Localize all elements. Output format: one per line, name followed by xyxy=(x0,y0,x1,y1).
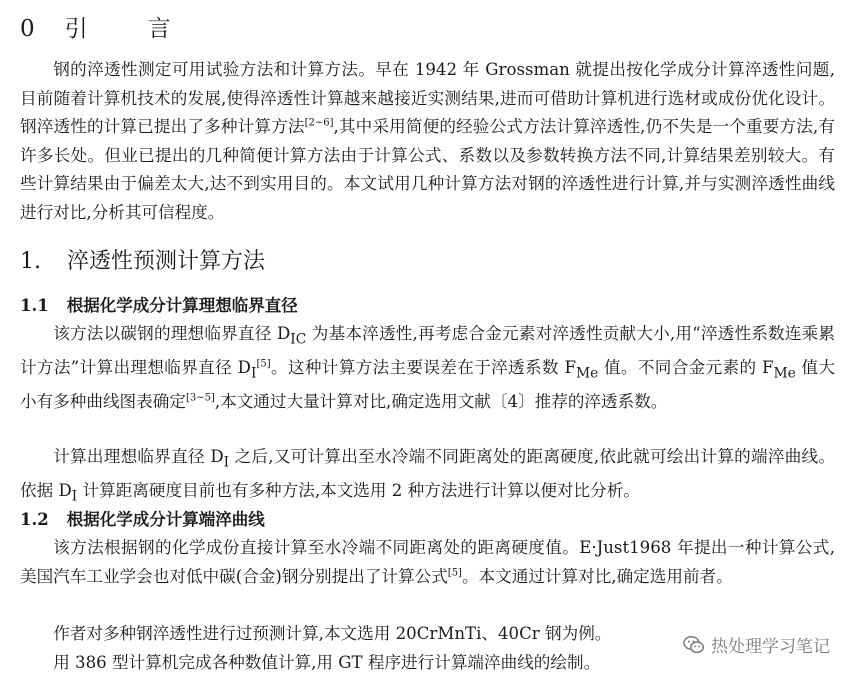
section-1-1-title: 根据化学成分计算理想临界直径 xyxy=(66,296,298,315)
text-run: 计算出理想临界直径 D xyxy=(53,447,224,466)
section-1-title: 淬透性预测计算方法 xyxy=(67,249,266,274)
section-1-1-heading xyxy=(20,292,298,316)
intro-text-2: ,其中采用简便的经验公式方法计算淬透性,仍不失是一个重要方法,有许多长处。但业已提出的几种简便计算方法由于计算公式、系数以及参数转换方法不同,计算结果差别较大。有些计算结果由于偏差太大,达不到实用目的。本文试用几种计算方法对钢的淬透性进行计算,并与实测淬透性曲线进行对比,分析其可信程度。 xyxy=(20,117,836,222)
section-1-2-heading xyxy=(20,506,265,530)
citation: [5] xyxy=(256,358,271,370)
section-1-1-paragraph-1 xyxy=(20,320,835,416)
text-run: 该方法根据钢的化学成份直接计算至水冷端不同距离处的距离硬度值。E·Just1968 年提出一种计算公式,美国汽车工业学会也对低中碳(合金)钢分别提出了计算公式 xyxy=(20,538,835,586)
section-1-2-paragraph-2: 作者对多种钢淬透性进行过预测计算,本文选用 20CrMnTi、40Cr 钢为例。 xyxy=(53,624,612,643)
section-1-heading xyxy=(20,244,265,275)
text-run: 该方法以碳钢的理想临界直径 D xyxy=(53,324,291,343)
section-1-2-paragraph-3: 用 386 型计算机完成各种数值计算,用 GT 程序进行计算端淬曲线的绘制。 xyxy=(53,653,601,672)
subscript: Me xyxy=(576,365,599,382)
section-1-2-title: 根据化学成分计算端淬曲线 xyxy=(66,510,265,529)
watermark xyxy=(683,632,830,657)
section-0-heading xyxy=(20,10,171,43)
section-0-number: 0 xyxy=(20,16,35,42)
section-1-2-paragraph-1 xyxy=(20,534,835,591)
section-1-2-number: 1.2 xyxy=(20,510,49,529)
watermark-text: 热处理学习笔记 xyxy=(711,637,830,657)
intro-paragraph xyxy=(20,56,835,227)
citation: [3~5] xyxy=(185,392,215,404)
subscript: Me xyxy=(773,365,796,382)
text-run: ,本文通过大量计算对比,确定选用文献〔4〕推荐的淬透系数。 xyxy=(214,391,668,411)
intro-citation: [2~6] xyxy=(304,117,334,129)
section-1-1-paragraph-2 xyxy=(20,443,835,511)
subscript: I xyxy=(71,488,78,505)
subscript: I xyxy=(250,365,257,382)
text-run: 值大小有多种曲线图表确定 xyxy=(20,357,836,411)
text-run: 值。不同合金元素的 F xyxy=(598,357,774,377)
section-1-1-number: 1.1 xyxy=(20,296,49,315)
subscript: IC xyxy=(290,331,307,348)
text-run: 为基本淬透性,再考虑合金元素对淬透性贡献大小,用“淬透性系数连乘累计方法”计算出理想临界直径 D xyxy=(20,324,836,377)
text-run: 计算距离硬度目前也有多种方法,本文选用 2 种方法进行计算以便对比分析。 xyxy=(77,480,640,500)
section-0-title-char-2: 言 xyxy=(147,16,171,42)
text-run: 。这种计算方法主要误差在于淬透系数 F xyxy=(270,357,576,377)
citation: [5] xyxy=(447,566,462,578)
intro-text-1: 钢的淬透性测定可用试验方法和计算方法。早在 1942 年 Grossman 就提出按化学成分计算淬透性问题,目前随着计算机技术的发展,使得淬透性计算越来越接近实测结果,进而可借助计算机进行选材或成份优化设计。钢淬透性的计算已提出了多种计算方法 xyxy=(20,60,835,136)
subscript: I xyxy=(223,454,230,471)
text-run: 之后,又可计算出至水冷端不同距离处的距离硬度,依此就可绘出计算的端淬曲线。依据 D xyxy=(20,447,835,500)
wechat-icon xyxy=(683,635,705,655)
section-0-title-char-1: 引 xyxy=(64,16,88,42)
text-run: 。本文通过计算对比,确定选用前者。 xyxy=(461,566,733,586)
section-1-number: 1. xyxy=(20,249,41,274)
